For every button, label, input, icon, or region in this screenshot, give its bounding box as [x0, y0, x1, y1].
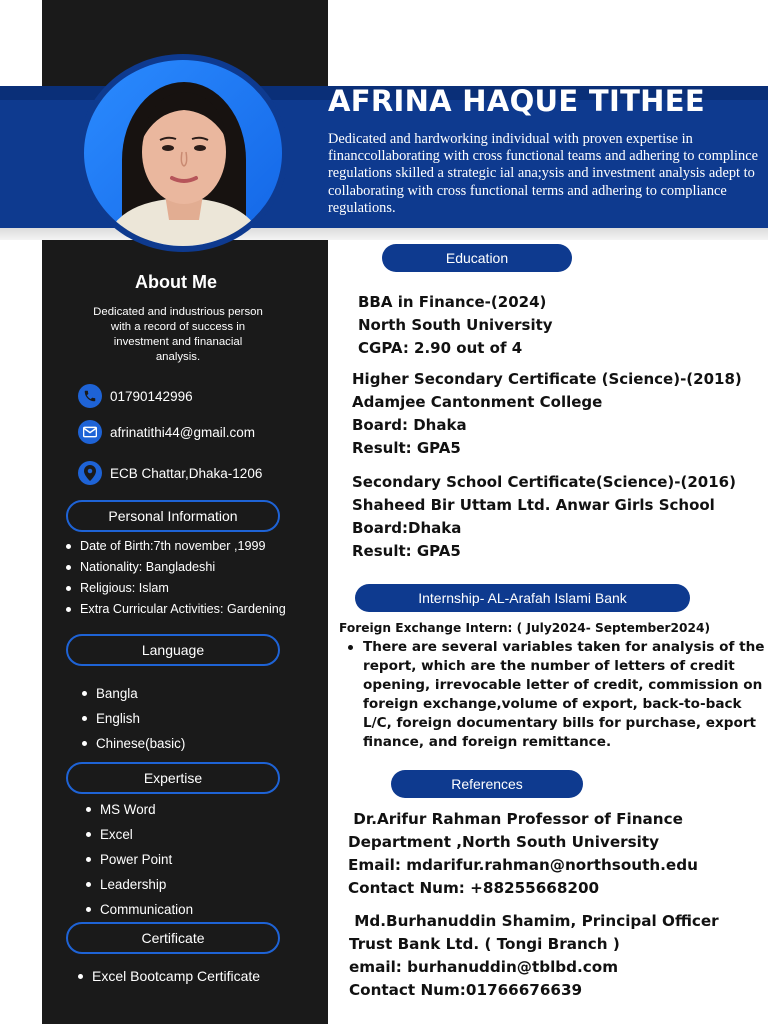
list-item: Excel Bootcamp Certificate — [76, 965, 260, 987]
personal-info-heading: Personal Information — [66, 500, 280, 532]
reference-name: Dr.Arifur Rahman Professor of Finance — [348, 810, 683, 828]
list-item: Communication — [84, 897, 193, 922]
phone-number[interactable]: 01790142996 — [110, 388, 193, 404]
list-item: Bangla — [80, 681, 185, 706]
list-item: Chinese(basic) — [80, 731, 185, 756]
list-item: Leadership — [84, 872, 193, 897]
list-item: English — [80, 706, 185, 731]
internship-heading: Internship- AL-Arafah Islami Bank — [355, 584, 690, 612]
board: Board:Dhaka — [352, 519, 462, 537]
reference-organization: Trust Bank Ltd. ( Tongi Branch ) — [349, 935, 620, 953]
about-text: Dedicated and industrious person with a record of success in investment and finanacial analysis. — [93, 306, 263, 363]
candidate-name: AFRINA HAQUE TITHEE — [328, 84, 705, 118]
contact-address — [78, 461, 262, 485]
expertise-heading: Expertise — [66, 762, 280, 794]
certificate-list — [76, 965, 260, 987]
list-item: Power Point — [84, 847, 193, 872]
list-item: Extra Curricular Activities: Gardening — [64, 599, 286, 620]
degree-title: Secondary School Certificate(Science)-(2016) — [352, 473, 736, 491]
reference-email[interactable]: email: burhanuddin@tblbd.com — [349, 958, 619, 976]
reference-email[interactable]: Email: mdarifur.rahman@northsouth.edu — [348, 856, 698, 874]
location-pin-icon — [78, 461, 102, 485]
reference-name: Md.Burhanuddin Shamim, Principal Officer — [349, 912, 719, 930]
address-text: ECB Chattar,Dhaka-1206 — [110, 465, 263, 481]
list-item: Date of Birth:7th november ,1999 — [64, 536, 286, 557]
language-heading: Language — [66, 634, 280, 666]
list-item: Religious: Islam — [64, 578, 286, 599]
result: Result: GPA5 — [352, 542, 461, 560]
list-item: MS Word — [84, 797, 193, 822]
education-heading: Education — [382, 244, 572, 272]
internship-role: Foreign Exchange Intern: ( July2024- September2024) — [339, 621, 711, 635]
education-entry-ssc — [352, 471, 736, 563]
result: CGPA: 2.90 out of 4 — [358, 339, 523, 357]
institution: North South University — [358, 316, 553, 334]
result: Result: GPA5 — [352, 439, 461, 457]
list-item: There are several variables taken for analysis of the report, which are the number of letters of credit opening, irrevocable letter of credit, commission on foreign exchange,volume of export, back-to-back L/C, foreign documentary bills for purchase, export finance, and foreign remittance. — [346, 638, 766, 752]
contact-email — [78, 420, 255, 444]
list-item: Excel — [84, 822, 193, 847]
institution: Adamjee Cantonment College — [352, 393, 603, 411]
expertise-list — [84, 797, 193, 922]
references-heading: References — [391, 770, 583, 798]
list-item: Nationality: Bangladeshi — [64, 557, 286, 578]
education-entry-hsc — [352, 368, 742, 460]
certificate-heading: Certificate — [66, 922, 280, 954]
reference-phone[interactable]: Contact Num: +88255668200 — [348, 879, 600, 897]
profile-summary: Dedicated and hardworking individual with proven expertise in financcollaborating with cross functional teams and adhering to complince regulations skilled a strategic ial ana;ysis and investment analysis adept to collaborating with cross functional terms and adhering to compliance regulations. — [328, 131, 758, 216]
reference-entry — [348, 808, 698, 900]
board: Board: Dhaka — [352, 416, 467, 434]
institution: Shaheed Bir Uttam Ltd. Anwar Girls School — [352, 496, 715, 514]
education-entry-bba — [358, 291, 553, 360]
internship-details — [346, 638, 766, 752]
language-list — [80, 681, 185, 756]
phone-icon — [78, 384, 102, 408]
mail-icon — [78, 420, 102, 444]
about-title: About Me — [135, 272, 217, 292]
reference-organization: Department ,North South University — [348, 833, 660, 851]
reference-phone[interactable]: Contact Num:01766676639 — [349, 981, 583, 999]
profile-photo — [84, 60, 282, 246]
degree-title: BBA in Finance-(2024) — [358, 293, 547, 311]
reference-entry — [349, 910, 719, 1002]
portrait-illustration — [84, 60, 282, 246]
personal-info-list — [64, 536, 286, 620]
email-address[interactable]: afrinatithi44@gmail.com — [110, 424, 256, 440]
degree-title: Higher Secondary Certificate (Science)-(2018) — [352, 370, 742, 388]
contact-phone — [78, 384, 193, 408]
